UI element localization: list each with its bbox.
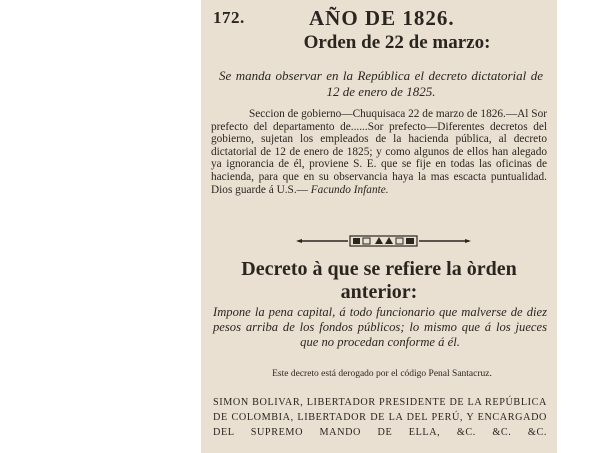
year-heading: AÑO DE 1826. bbox=[309, 6, 455, 30]
order-title: Orden de 22 de marzo: bbox=[303, 32, 491, 53]
order-body bbox=[211, 108, 547, 196]
decree-summary: Impone la pena capital, á todo funcionario que malverse de diez pesos arriba de los fondos públicos; lo mismo que á los jueces que no procedan conforme á él. bbox=[213, 305, 547, 349]
ornament-divider bbox=[296, 234, 471, 248]
signature: Facundo Infante. bbox=[310, 183, 389, 196]
decree-title: Decreto à que se refiere la òrden anterior: bbox=[241, 258, 517, 303]
page-number: 172. bbox=[213, 8, 245, 27]
derogation-note: Este decreto está derogado por el código Penal Santacruz. bbox=[272, 369, 492, 379]
order-body-text: Seccion de gobierno—Chuquisaca 22 de marzo de 1826.—Al Sor prefecto del departamento de......Sor prefecto—Diferentes decretos del gobierno, sujetan los empleados de la hacienda pública, al decreto dictatorial de 12 de enero de 1825; y como algunos de ellos han alegado ya ignorancia de él, proviene S. E. que se fije en todas las oficinas de hacienda, para que en su observancia haya la mas escacta puntualidad. Dios guarde á U.S.— bbox=[211, 108, 547, 196]
order-summary: Se manda observar en la República el decreto dictatorial de 12 de enero de 1825. bbox=[219, 68, 543, 99]
page-header bbox=[209, 6, 547, 30]
scanned-page bbox=[201, 0, 557, 453]
decree-intro: SIMON BOLIVAR, LIBERTADOR PRESIDENTE DE LA REPÚBLICA DE COLOMBIA, LIBERTADOR DE LA DEL PERÚ, Y ENCARGADO DEL SUPREMO MANDO DE ELLA, &C. &C. &C. bbox=[213, 397, 547, 438]
